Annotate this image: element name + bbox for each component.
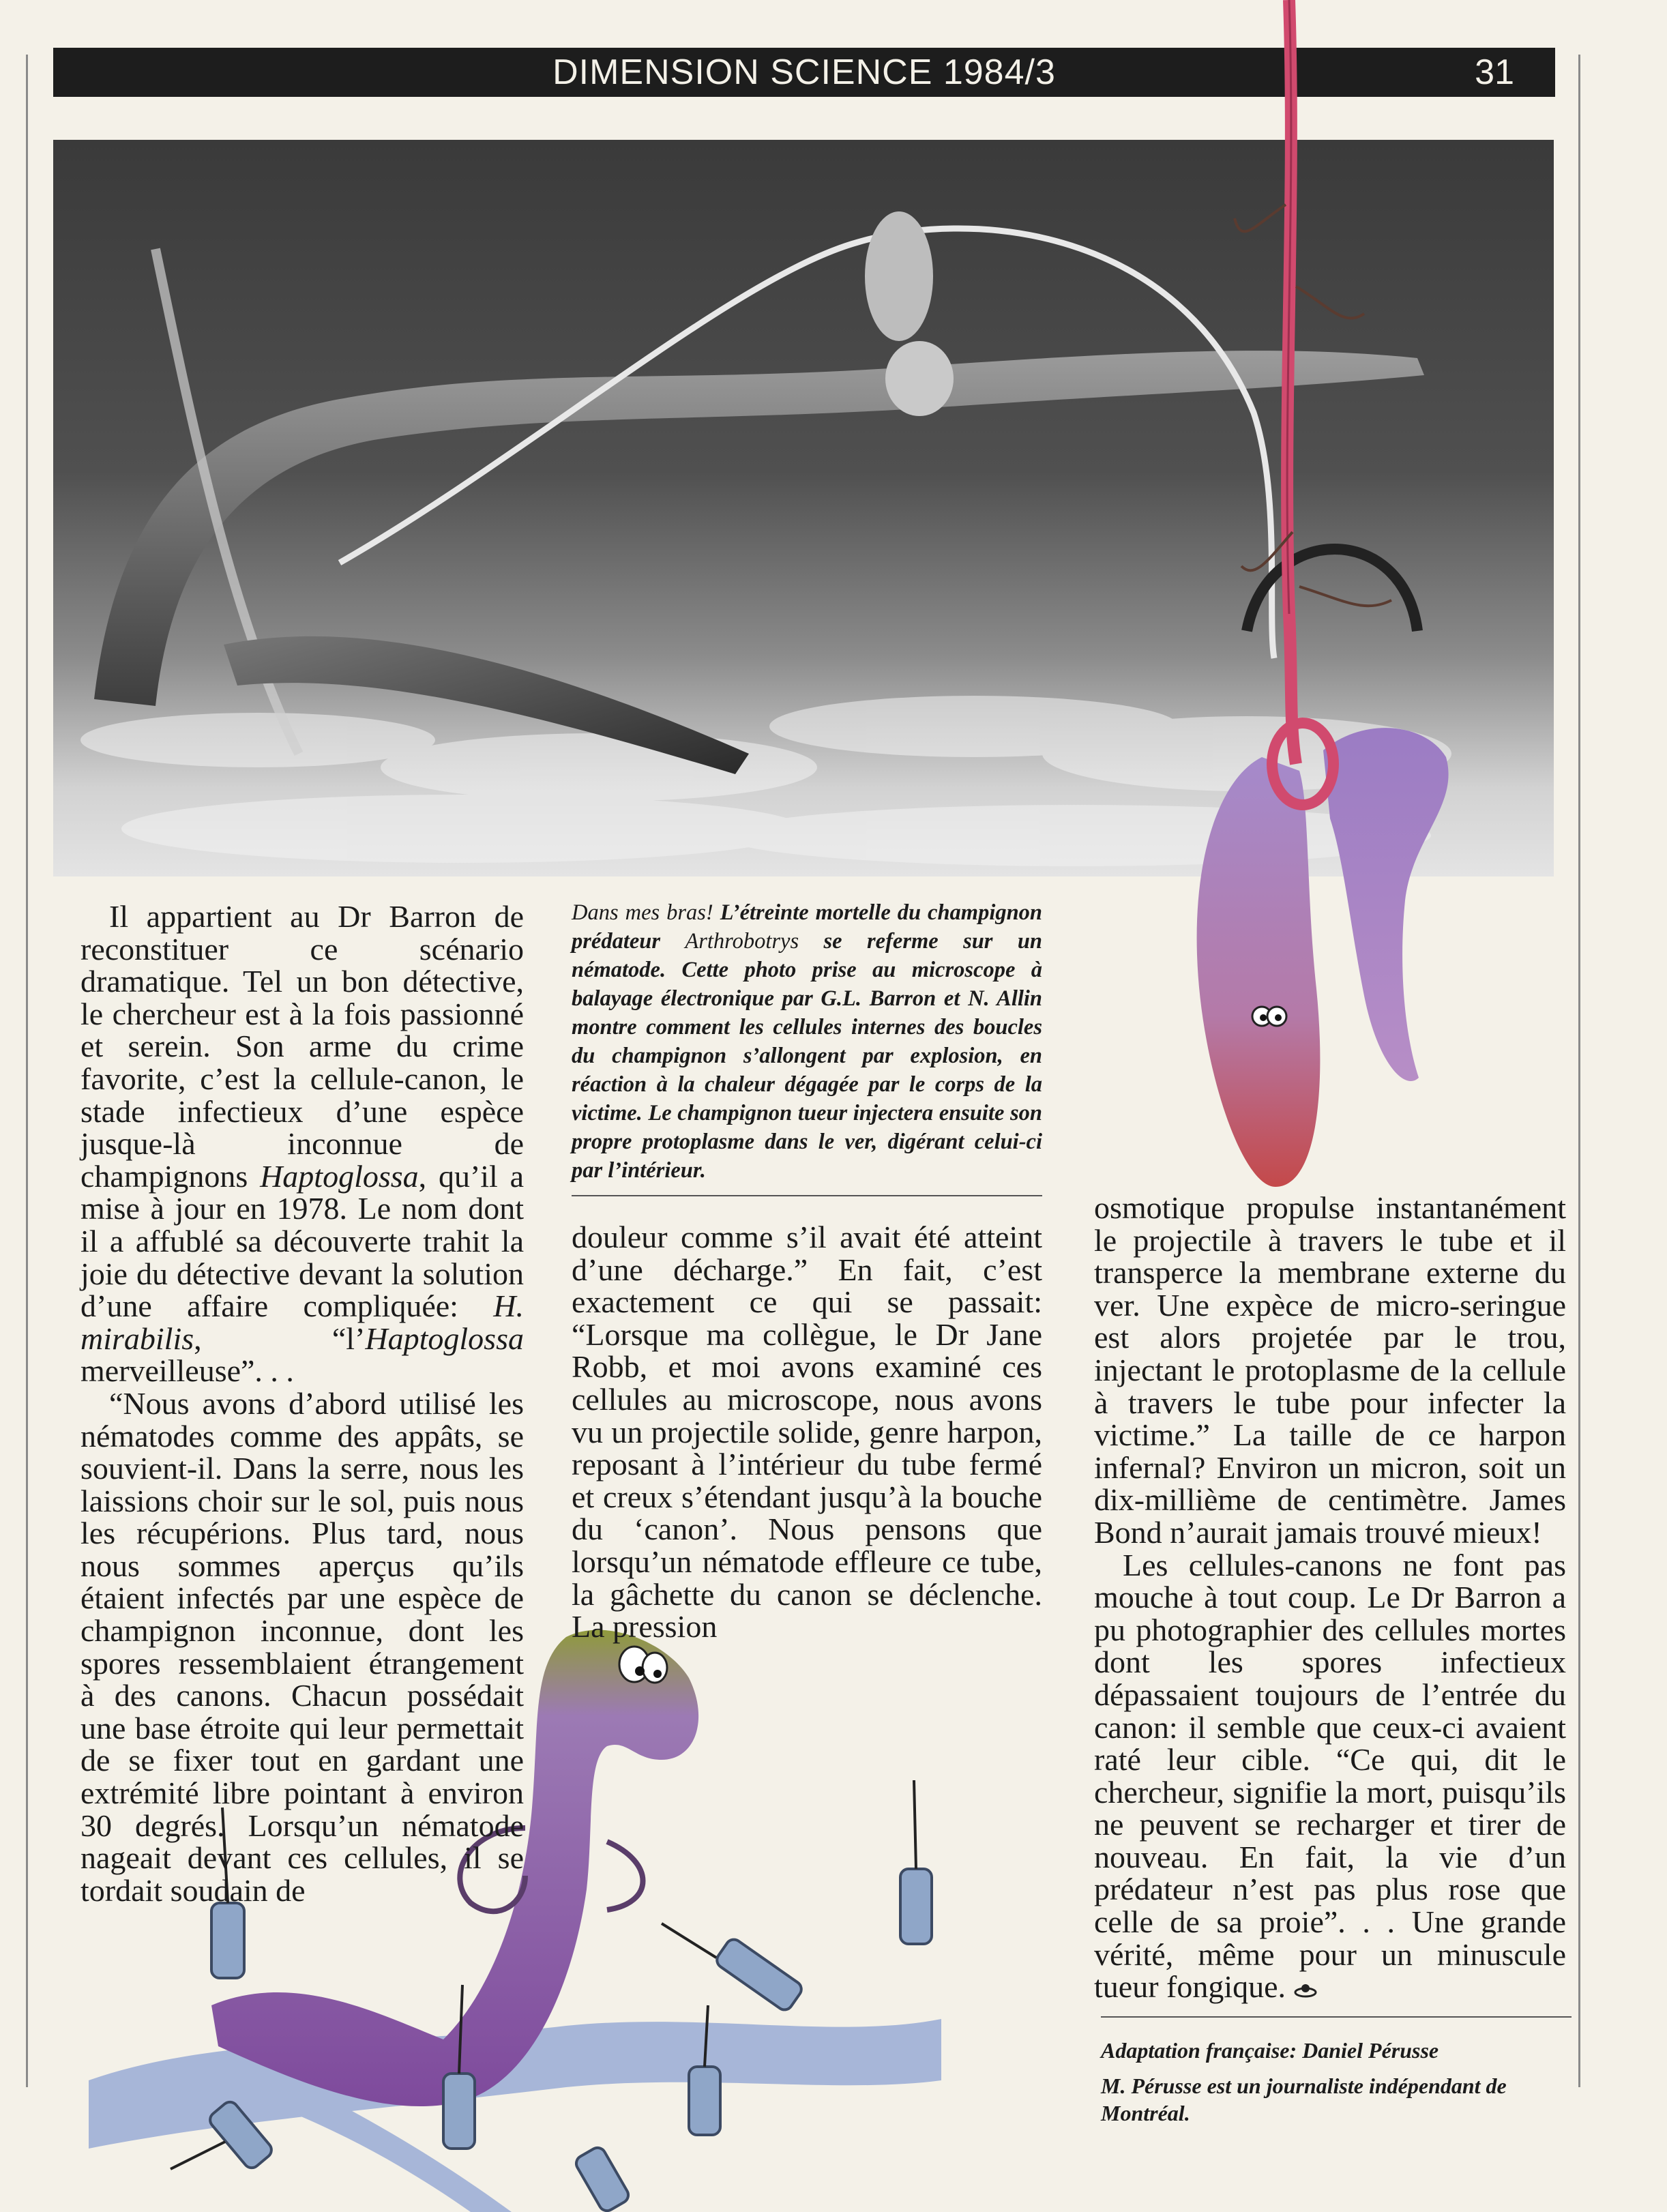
hanging-nematode-illustration	[1119, 0, 1555, 1214]
hanging-worm-cartoon	[1119, 0, 1555, 1214]
article-column-1	[80, 900, 524, 1906]
credits	[1101, 2037, 1572, 2135]
article-paragraph: Les cellules-canons ne font pas mouche à tout coup. Le Dr Barron a pu photographier des cellules mortes dont les spores infectieux dépassaient toujours de l’entrée du canon: il semble que ceux-ci avaient raté leur cible. “Ce qui, dit le chercheur, signifie la mort, puisqu’ils ne peuvent se recharger et tirer de nouveau. En fait, la vie d’un prédateur n’est pas plus rose que celle de sa proie”. . . Une grande vérité, même pour un minuscule tueur fongique.	[1094, 1547, 1566, 2005]
caption-divider	[572, 1195, 1042, 1196]
caption-genus: Arthrobotrys	[685, 929, 799, 954]
end-of-article-icon	[1294, 1983, 1317, 1998]
article-paragraph: Il appartient au Dr Barron de reconstituer ce scénario dramatique. Tel un bon détective, le chercheur est à la fois passionné et serein. Son arme du crime favorite, c’est la cellule-canon, le stade infectieux d’une espèce jusque-là inconnue de champignons Haptoglossa, qu’il a mise à jour en 1978. Le nom dont il a affublé sa découverte trahit la joie du détective devant la solution d’une affaire compliquée: H. mirabilis, “l’Haptoglossa merveilleuse”. . .	[80, 899, 525, 1389]
page-number: 31	[1475, 53, 1514, 92]
author-bio: M. Pérusse est un journaliste indépendant de Montréal.	[1101, 2074, 1507, 2125]
credits-divider	[1101, 2016, 1572, 2018]
photo-caption: Dans mes bras! L’étreinte mortelle du champignon prédateur Arthrobotrys se referme sur un nématode. Cette photo prise au microscope à balayage électronique par G.L. Barron et N. Allin montre comment les cellules internes des boucles du champignon s’allongent par explosion, en réaction à la chaleur dégagée par le corps de la victime. Le champignon tueur injectera ensuite son propre protoplasme dans le ver, digérant celui-ci par l’intérieur.	[572, 900, 1042, 1183]
article-column-3	[1094, 1192, 1566, 2003]
article-paragraph: “Nous avons d’abord utilisé les nématodes comme des appâts, se souvient-il. Dans la serre, nous les laissions choir sur le sol, puis nous les récupérions. Plus tard, nous nous sommes aperçus qu’ils étaient infectés par une espèce de champignon inconnue, dont les spores ressemblaient étrangement à des canons. Chacun possédait une base étroite qui leur permettait de se fixer tout en gardant une extrémité libre pointant à environ 30 degrés. Lorsqu’un nématode nageait devant ces cellules, il se tordait soudain de	[80, 1385, 524, 1908]
caption-lead: Dans mes bras!	[572, 900, 713, 925]
article-paragraph: osmotique propulse instantanément le projectile à travers le tube et il transperce la membrane externe du ver. Une expèce de micro-seringue est alors projetée par le trou, injectant le protoplasme de la cellule à travers le tube pour infecter la victime.” La taille de ce harpon infernal? Environ un micron, soit un dix-millième de centimètre. James Bond n’aurait jamais trouvé mieux!	[1094, 1190, 1566, 1550]
translation-credit: Adaptation française: Daniel Pérusse	[1101, 2038, 1439, 2063]
left-margin-rule	[26, 55, 28, 2087]
article-column-2	[572, 1221, 1042, 1643]
article-paragraph: douleur comme s’il avait été atteint d’une décharge.” En fait, c’est exactement ce qui se passait: “Lorsque ma collègue, le Dr Jane Robb, et moi avons examiné ces cellules au microscope, nous avons vu un projectile solide, genre harpon, reposant à l’intérieur du tube fermé et creux s’étendant jusqu’à la bouche du ‘canon’. Nous pensons que lorsqu’un nématode effleure ce tube, la gâchette du canon se déclenche. La pression	[572, 1220, 1042, 1645]
magazine-title: DIMENSION SCIENCE 1984/3	[552, 53, 1056, 92]
right-margin-rule	[1578, 55, 1580, 2087]
